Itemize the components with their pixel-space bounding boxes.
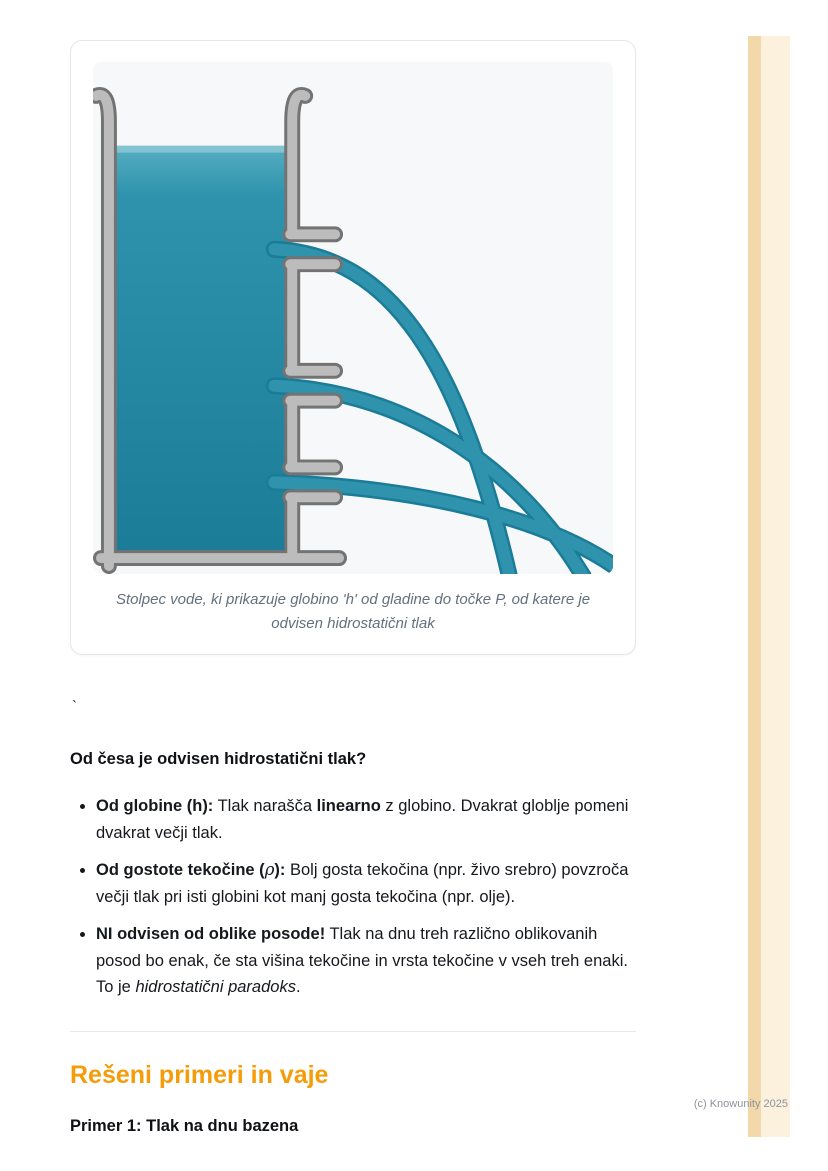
section-divider (70, 1031, 636, 1032)
question-heading: Od česa je odvisen hidrostatični tlak? (70, 750, 367, 768)
figure-caption: Stolpec vode, ki prikazuje globino 'h' od gladine do točke P, od katere je odvisen hidrostatični tlak (115, 591, 591, 632)
example-title: Primer 1: Tlak na dnu bazena (70, 1116, 299, 1135)
water-surface-highlight (115, 146, 291, 153)
bullet-item: • Od gostote tekočine (ρ): Bolj gosta tekočina (npr. živo srebro) povzroča večji tlak pri isti globini kot manj gosta tekočina (npr. olje). (96, 857, 636, 910)
copyright-footer: (c) Knowunity 2025 (693, 1098, 788, 1110)
bullet-item: • NI odvisen od oblike posode! Tlak na dnu treh različno oblikovanih posod bo enak, če sta višina tekočine in vrsta tekočine v vseh treh enaki. To je hidrostatični paradoks. (96, 921, 636, 1001)
tank-water (115, 146, 291, 558)
page-edge-stripe-dark (748, 36, 761, 1137)
bullet-item: • Od globine (h): Tlak narašča linearno z globino. Dvakrat globlje pomeni dvakrat večji tlak. (96, 793, 636, 846)
bullet-list (70, 793, 636, 1001)
page-edge-stripe-light (761, 36, 790, 1137)
tank-svg (93, 62, 613, 574)
stray-backtick: ` (72, 698, 77, 715)
content-column (70, 40, 636, 1138)
hydrostatic-tank-illustration (93, 62, 613, 574)
section-heading: Rešeni primeri in vaje (70, 1060, 329, 1089)
figure-card (70, 40, 636, 655)
